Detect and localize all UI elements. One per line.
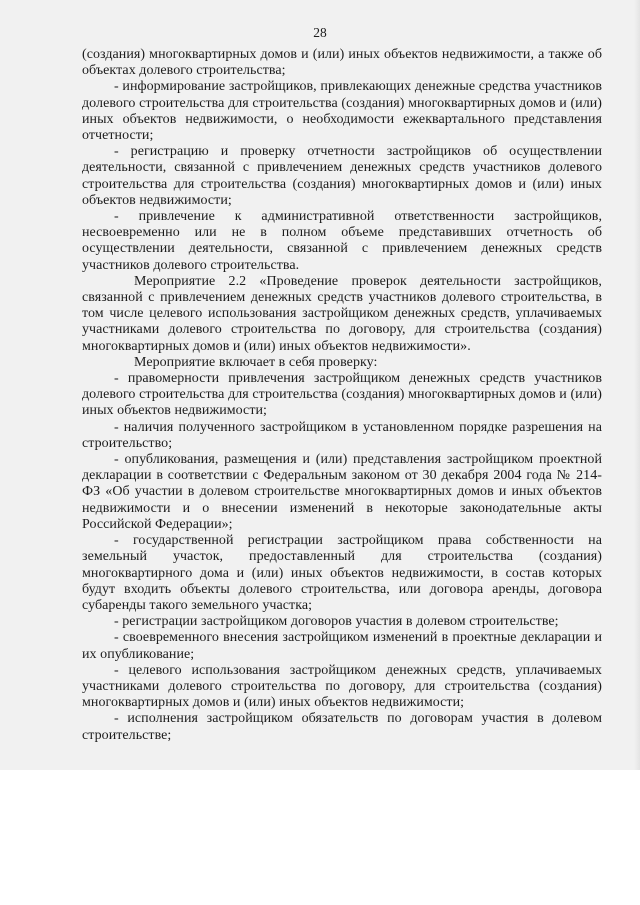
document-body [82, 47, 602, 744]
list-item: - регистрацию и проверку отчетности застройщиков об осуществлении деятельности, связанной с привлечением денежных средств участников долевого строительства для строительства (создания) многоквартирных домов и (или) иных объектов недвижимости; [82, 144, 602, 208]
list-item: - регистрации застройщиком договоров участия в долевом строительстве; [114, 614, 559, 630]
list-item: - исполнения застройщиком обязательств по договорам участия в долевом строительстве; [82, 711, 602, 743]
list-item: - опубликования, размещения и (или) представления застройщиком проектной декларации в соответствии с Федеральным законом от 30 декабря 2004 года № 214-ФЗ «Об участии в долевом строительстве многоквартирных домов и иных объектов недвижимости и о внесении изменений в некоторые законодательные акты Российской Федерации»; [82, 452, 602, 532]
paragraph: Мероприятие включает в себя проверку: [134, 354, 378, 370]
list-item: - своевременного внесения застройщиком изменений в проектные декларации и их опубликование; [82, 630, 602, 662]
paragraph: (создания) многоквартирных домов и (или) иных объектов недвижимости, а также об объектах долевого строительства; [82, 47, 602, 79]
list-item: - наличия полученного застройщиком в установленном порядке разрешения на строительство; [82, 419, 602, 451]
list-item: - привлечение к административной ответственности застройщиков, несвоевременно или не в полном объеме представивших отчетность об осуществлении деятельности, связанной с привлечением денежных средств участников долевого строительства. [82, 209, 602, 273]
paragraph: Мероприятие 2.2 «Проведение проверок деятельности застройщиков, связанной с привлечением денежных средств участников долевого строительства, в том числе целевого использования застройщиком денежных средств, уплачиваемых участниками долевого строительства по договору, для строительства (создания) многоквартирных домов и (или) иных объектов недвижимости». [82, 273, 602, 354]
list-item: - государственной регистрации застройщиком права собственности на земельный участок, предоставленный для строительства (создания) многоквартирного дома и (или) иных объектов недвижимости, в состав которых будут входить объекты долевого строительства, или договора аренды, договора субаренды такого земельного участка; [82, 533, 602, 613]
page-number: 28 [313, 25, 327, 40]
list-item: - информирование застройщиков, привлекающих денежные средства участников долевого строительства для строительства (создания) многоквартирных домов и (или) иных объектов недвижимости, о необходимости ежеквартального представления отчетности; [82, 79, 602, 144]
scan-edge [634, 0, 640, 770]
blank-margin [0, 770, 640, 905]
list-item: - правомерности привлечения застройщиком денежных средств участников долевого строительства для строительства (создания) многоквартирных домов и (или) иных объектов недвижимости; [82, 371, 602, 419]
list-item: - целевого использования застройщиком денежных средств, уплачиваемых участниками долевого строительства по договору, для строительства (создания) многоквартирных домов и (или) иных объектов недвижимости; [82, 662, 602, 711]
